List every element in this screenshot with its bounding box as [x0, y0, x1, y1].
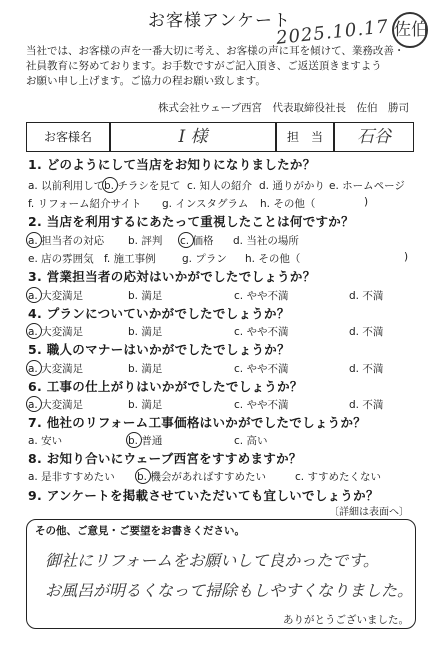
q1-option-a: a. 以前利用して	[28, 180, 105, 192]
q7-answer-circle	[126, 432, 142, 448]
q3-option-d: d. 不満	[349, 290, 384, 302]
q2-option-f: f. 施工事例	[104, 253, 156, 265]
q6-option-d: d. 不満	[349, 399, 384, 411]
q8-answer-circle	[135, 468, 151, 484]
q1-option-c: c. 知人の紹介	[187, 180, 252, 192]
q3-option-a: a. 大変満足	[28, 290, 84, 302]
question-6: 6. 工事の仕上がりはいかがでしたでしょうか？	[28, 379, 303, 394]
question-2: 2. 当店を利用するにあたって重視したことは何ですか？	[28, 214, 354, 229]
q3-option-b: b. 満足	[128, 290, 163, 302]
comment-line-2: お風呂が明るくなって掃除もしやすくなりました。	[45, 581, 414, 600]
q2-option-d: d. 当社の場所	[233, 235, 299, 247]
customer-name-label: お客様名	[43, 130, 92, 144]
q5-answer-circle	[26, 360, 42, 376]
comments-heading: その他、ご意見・ご要望をお書きください。	[35, 525, 245, 537]
q4-option-a: a. 大変満足	[28, 326, 84, 338]
q2-option-h: h. その他（	[245, 253, 301, 265]
q4-option-b: b. 満足	[128, 326, 163, 338]
q7-option-b: b. 普通	[128, 435, 163, 447]
q3-option-c: c. やや不満	[234, 290, 289, 302]
q2-option-e: e. 店の雰囲気	[28, 253, 94, 265]
q6-option-b: b. 満足	[128, 399, 163, 411]
q4-answer-circle	[26, 323, 42, 339]
q5-option-c: c. やや不満	[234, 363, 289, 375]
handwritten-date: 2025.10.17	[275, 16, 390, 49]
q5-option-a: a. 大変満足	[28, 363, 84, 375]
q2-option-a: a. 担当者の対応	[28, 235, 105, 247]
q1-close-paren: )	[364, 196, 369, 208]
q2-answer-circle-a	[26, 232, 42, 248]
question-1: 1. どのようにして当店をお知りになりましたか？	[28, 157, 316, 172]
q6-option-c: c. やや不満	[234, 399, 289, 411]
q8-option-c: c. すすめたくない	[295, 471, 382, 483]
q1-option-f: f. リフォーム紹介サイト	[28, 198, 142, 210]
q8-option-a: a. 是非すすめたい	[28, 471, 115, 483]
company-signature: 株式会社ウェーブ西宮 代表取締役社長 佐伯 勝司	[157, 102, 409, 114]
question-9: 9. アンケートを掲載させていただいても宜しいでしょうか？	[28, 488, 379, 503]
q8-option-b: b. 機会があればすすめたい	[137, 471, 266, 483]
comment-line-1: 御社にリフォームをお願いして良かったです。	[45, 551, 379, 570]
q2-option-g: g. プラン	[182, 253, 227, 265]
staff-value: 石谷	[357, 127, 391, 147]
survey-title: お客様アンケート	[148, 11, 291, 31]
name-seal: 佐伯	[392, 12, 428, 48]
q4-option-d: d. 不満	[349, 326, 384, 338]
q1-option-b: b. チラシを見て	[104, 180, 181, 192]
q1-answer-circle	[102, 177, 118, 193]
q1-option-d: d. 通りがかり	[259, 180, 325, 192]
question-8: 8. お知り合いにウェーブ西宮をすすめますか？	[28, 451, 302, 466]
question-7: 7. 他社のリフォーム工事価格はいかがでしたでしょうか？	[28, 415, 367, 430]
q1-option-g: g. インスタグラム	[162, 198, 249, 210]
q2-answer-circle-c	[178, 232, 194, 248]
question-5: 5. 職人のマナーはいかがでしたでしょうか？	[28, 342, 290, 357]
q1-option-h: h. その他（	[260, 198, 316, 210]
q4-option-c: c. やや不満	[234, 326, 289, 338]
q2-close-paren: )	[404, 251, 409, 263]
q2-option-b: b. 評判	[128, 235, 163, 247]
q5-option-d: d. 不満	[349, 363, 384, 375]
customer-name-value: I 様	[178, 127, 208, 147]
question-3: 3. 営業担当者の応対はいかがでしたでしょうか？	[28, 269, 316, 284]
intro-line-1: 当社では、お客様の声を一番大切に考え、お客様の声に耳を傾けて、業務改善・	[26, 45, 405, 57]
intro-line-2: 社員教育に努めております。お手数ですがご記入頂き、ご返送頂きますよう	[26, 60, 382, 72]
q3-answer-circle	[26, 287, 42, 303]
q6-option-a: a. 大変満足	[28, 399, 84, 411]
customer-info-box	[26, 122, 414, 152]
question-4: 4. プランについていかがでしたでしょうか？	[28, 306, 290, 321]
q7-option-c: c. 高い	[234, 435, 268, 447]
thanks-text: ありがとうございました。	[283, 614, 409, 626]
q7-option-a: a. 安い	[28, 435, 63, 447]
q5-option-b: b. 満足	[128, 363, 163, 375]
intro-line-3: お願い申し上げます。ご協力の程お願い致します。	[26, 75, 266, 87]
q6-answer-circle	[26, 396, 42, 412]
q1-option-e: e. ホームページ	[329, 180, 405, 192]
detail-note: 〔詳細は表面へ〕	[329, 507, 409, 518]
q2-option-c: c. 価格	[180, 235, 214, 247]
staff-label: 担 当	[286, 130, 323, 144]
